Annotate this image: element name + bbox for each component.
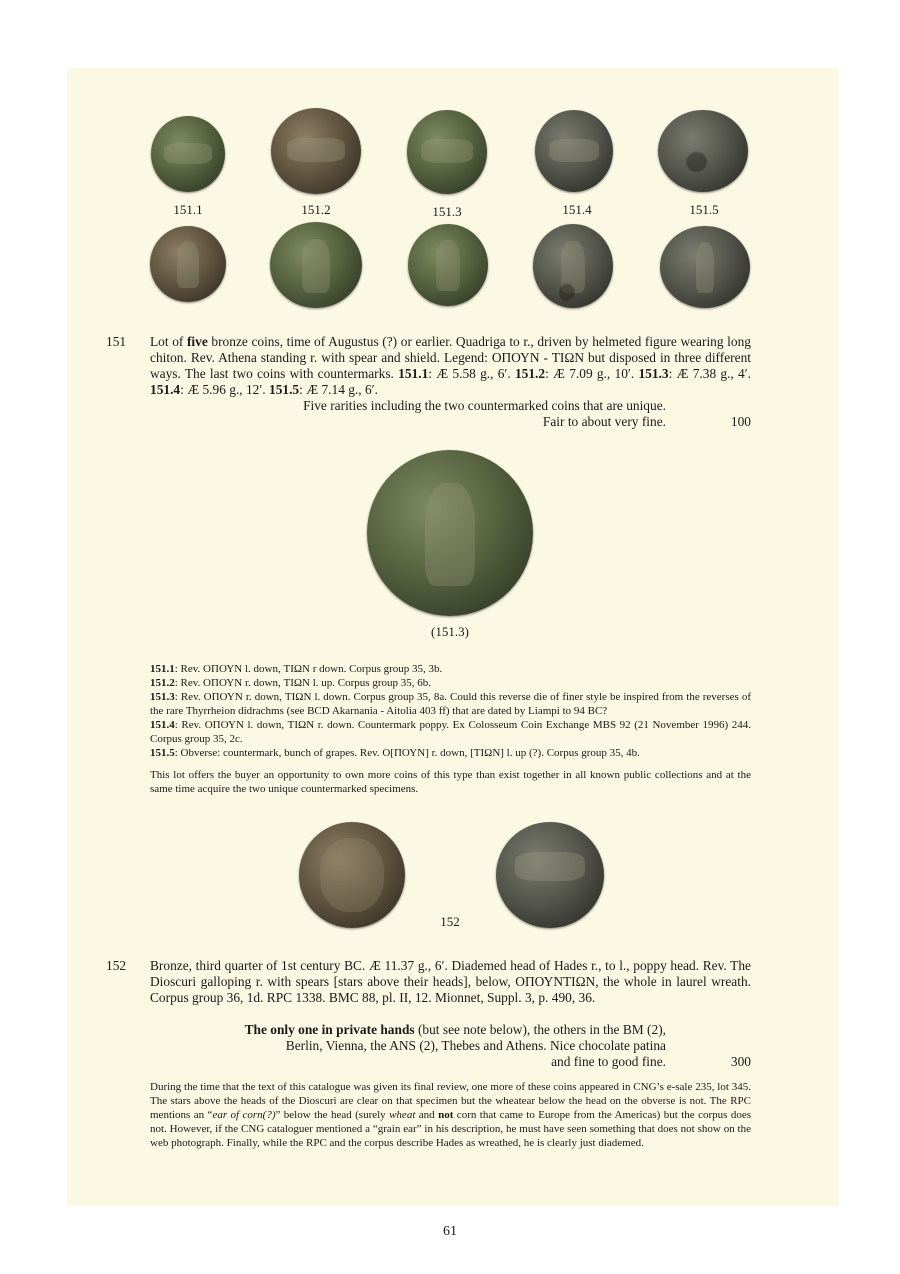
coin-151-4-reverse xyxy=(533,224,613,308)
caption-151-1: 151.1 xyxy=(173,202,203,217)
lot-152-description: Bronze, third quarter of 1st century BC. Æ 11.37 g., 6′. Diademed head of Hades r., to l., poppy head. Rev. The Dioscuri galloping r. with spears [stars above their heads], below, ΟΠΟΥΝΤΙΩΝ, the whole in laurel wreath. Corpus group 36, 1d. RPC 1338. BMC 88, pl. II, 12. Mionnet, Suppl. 3, p. 490, 36. xyxy=(150,958,751,1005)
coin-151-5-obverse xyxy=(658,110,748,192)
lot-151-grade: Fair to about very fine. xyxy=(542,414,666,429)
lot-152-remark: The only one in private hands (but see note below), the others in the BM (2), xyxy=(244,1022,666,1037)
coin-151-2-obverse xyxy=(271,108,361,194)
note-151-4: 151.4: Rev. ΟΠΟΥΝ l. down, ΤΙΩΝ r. down. Countermark poppy. Ex Colosseum Coin Exchange MBS 92 (21 November 1996) 244. Corpus group 35, 2c. xyxy=(150,719,751,745)
enlarged-caption: (151.3) xyxy=(431,624,469,639)
lot-152-note: During the time that the text of this catalogue was given its final review, one more of these coins appeared in CNG’s e-sale 235, lot 345. The stars above the heads of the Dioscuri are clear on that specimen but the wheatear below the head on the obverse is not. The RPC mentions an “ear of corn(?)” below the head (surely wheat and not corn that came to Europe from the Americas) but the corpus does not. However, if the CNG cataloguer mentioned a “grain ear” in his description, he must have seen something that does not show on the web photograph. Finally, while the RPC and the corpus describe Hades as wreathed, he is clearly just diademed. xyxy=(150,1081,751,1149)
caption-151-4: 151.4 xyxy=(562,202,592,217)
lot-152-image-caption: 152 xyxy=(440,914,460,929)
lot-152-remark-line2: Berlin, Vienna, the ANS (2), Thebes and Athens. Nice chocolate patina xyxy=(285,1038,666,1053)
lot-151-number: 151 xyxy=(106,334,127,349)
lot-151-offer: This lot offers the buyer an opportunity to own more coins of this type than exist together in all known public collections and at the same time acquire the two unique countermarked specimens. xyxy=(150,769,751,795)
note-151-3: 151.3: Rev. ΟΠΟΥΝ r. down, ΤΙΩΝ l. down. Corpus group 35, 8a. Could this reverse die of finer style be inspired from the reverses of the rare Thyrrheion didrachms (see BCD Akarnania - Aitolia 403 ff) that are dated by Liampi to 94 BC? xyxy=(150,691,751,717)
lot-152-grade: and fine to good fine. xyxy=(551,1054,666,1069)
coin-152-reverse xyxy=(496,822,604,928)
lot-152-number: 152 xyxy=(106,958,127,973)
coin-152-obverse xyxy=(299,822,405,928)
lot-151-description: Lot of five bronze coins, time of Augustus (?) or earlier. Quadriga to r., driven by helmeted figure wearing long chiton. Rev. Athena standing r. with spear and shield. Legend: ΟΠΟΥΝ - ΤΙΩΝ but disposed in three different ways. The last two coins with countermarks. 151.1: Æ 5.58 g., 6′. 151.2: Æ 7.09 g., 10′. 151.3: Æ 7.38 g., 4′. 151.4: Æ 5.96 g., 12′. 151.5: Æ 7.14 g., 6′. xyxy=(150,334,751,397)
coin-151-1-reverse xyxy=(150,226,226,302)
coin-151-3-reverse xyxy=(408,224,488,306)
coin-151-3-enlarged xyxy=(367,450,533,616)
coin-151-4-obverse xyxy=(535,110,613,192)
caption-151-5: 151.5 xyxy=(689,202,719,217)
caption-151-3: 151.3 xyxy=(432,204,462,219)
caption-151-2: 151.2 xyxy=(301,202,331,217)
lot-151-remark: Five rarities including the two countermarked coins that are unique. xyxy=(303,398,666,413)
page-number: 61 xyxy=(443,1224,457,1239)
lot-151-price: 100 xyxy=(730,414,751,429)
lot-152-price: 300 xyxy=(730,1054,751,1069)
coin-151-5-reverse xyxy=(660,226,750,308)
coin-151-3-obverse xyxy=(407,110,487,194)
coin-151-1-obverse xyxy=(151,116,225,192)
note-151-2: 151.2: Rev. ΟΠΟΥΝ r. down, ΤΙΩΝ l. up. Corpus group 35, 6b. xyxy=(150,677,431,689)
lot-151-notes xyxy=(150,662,751,760)
coin-151-2-reverse xyxy=(270,222,362,308)
note-151-1: 151.1: Rev. ΟΠΟΥΝ l. down, ΤΙΩΝ r down. Corpus group 35, 3b. xyxy=(150,663,443,675)
note-151-5: 151.5: Obverse: countermark, bunch of grapes. Rev. Ο[ΠΟΥΝ] r. down, [ΤΙΩΝ] l. up (?). Corpus group 35, 4b. xyxy=(150,747,640,759)
